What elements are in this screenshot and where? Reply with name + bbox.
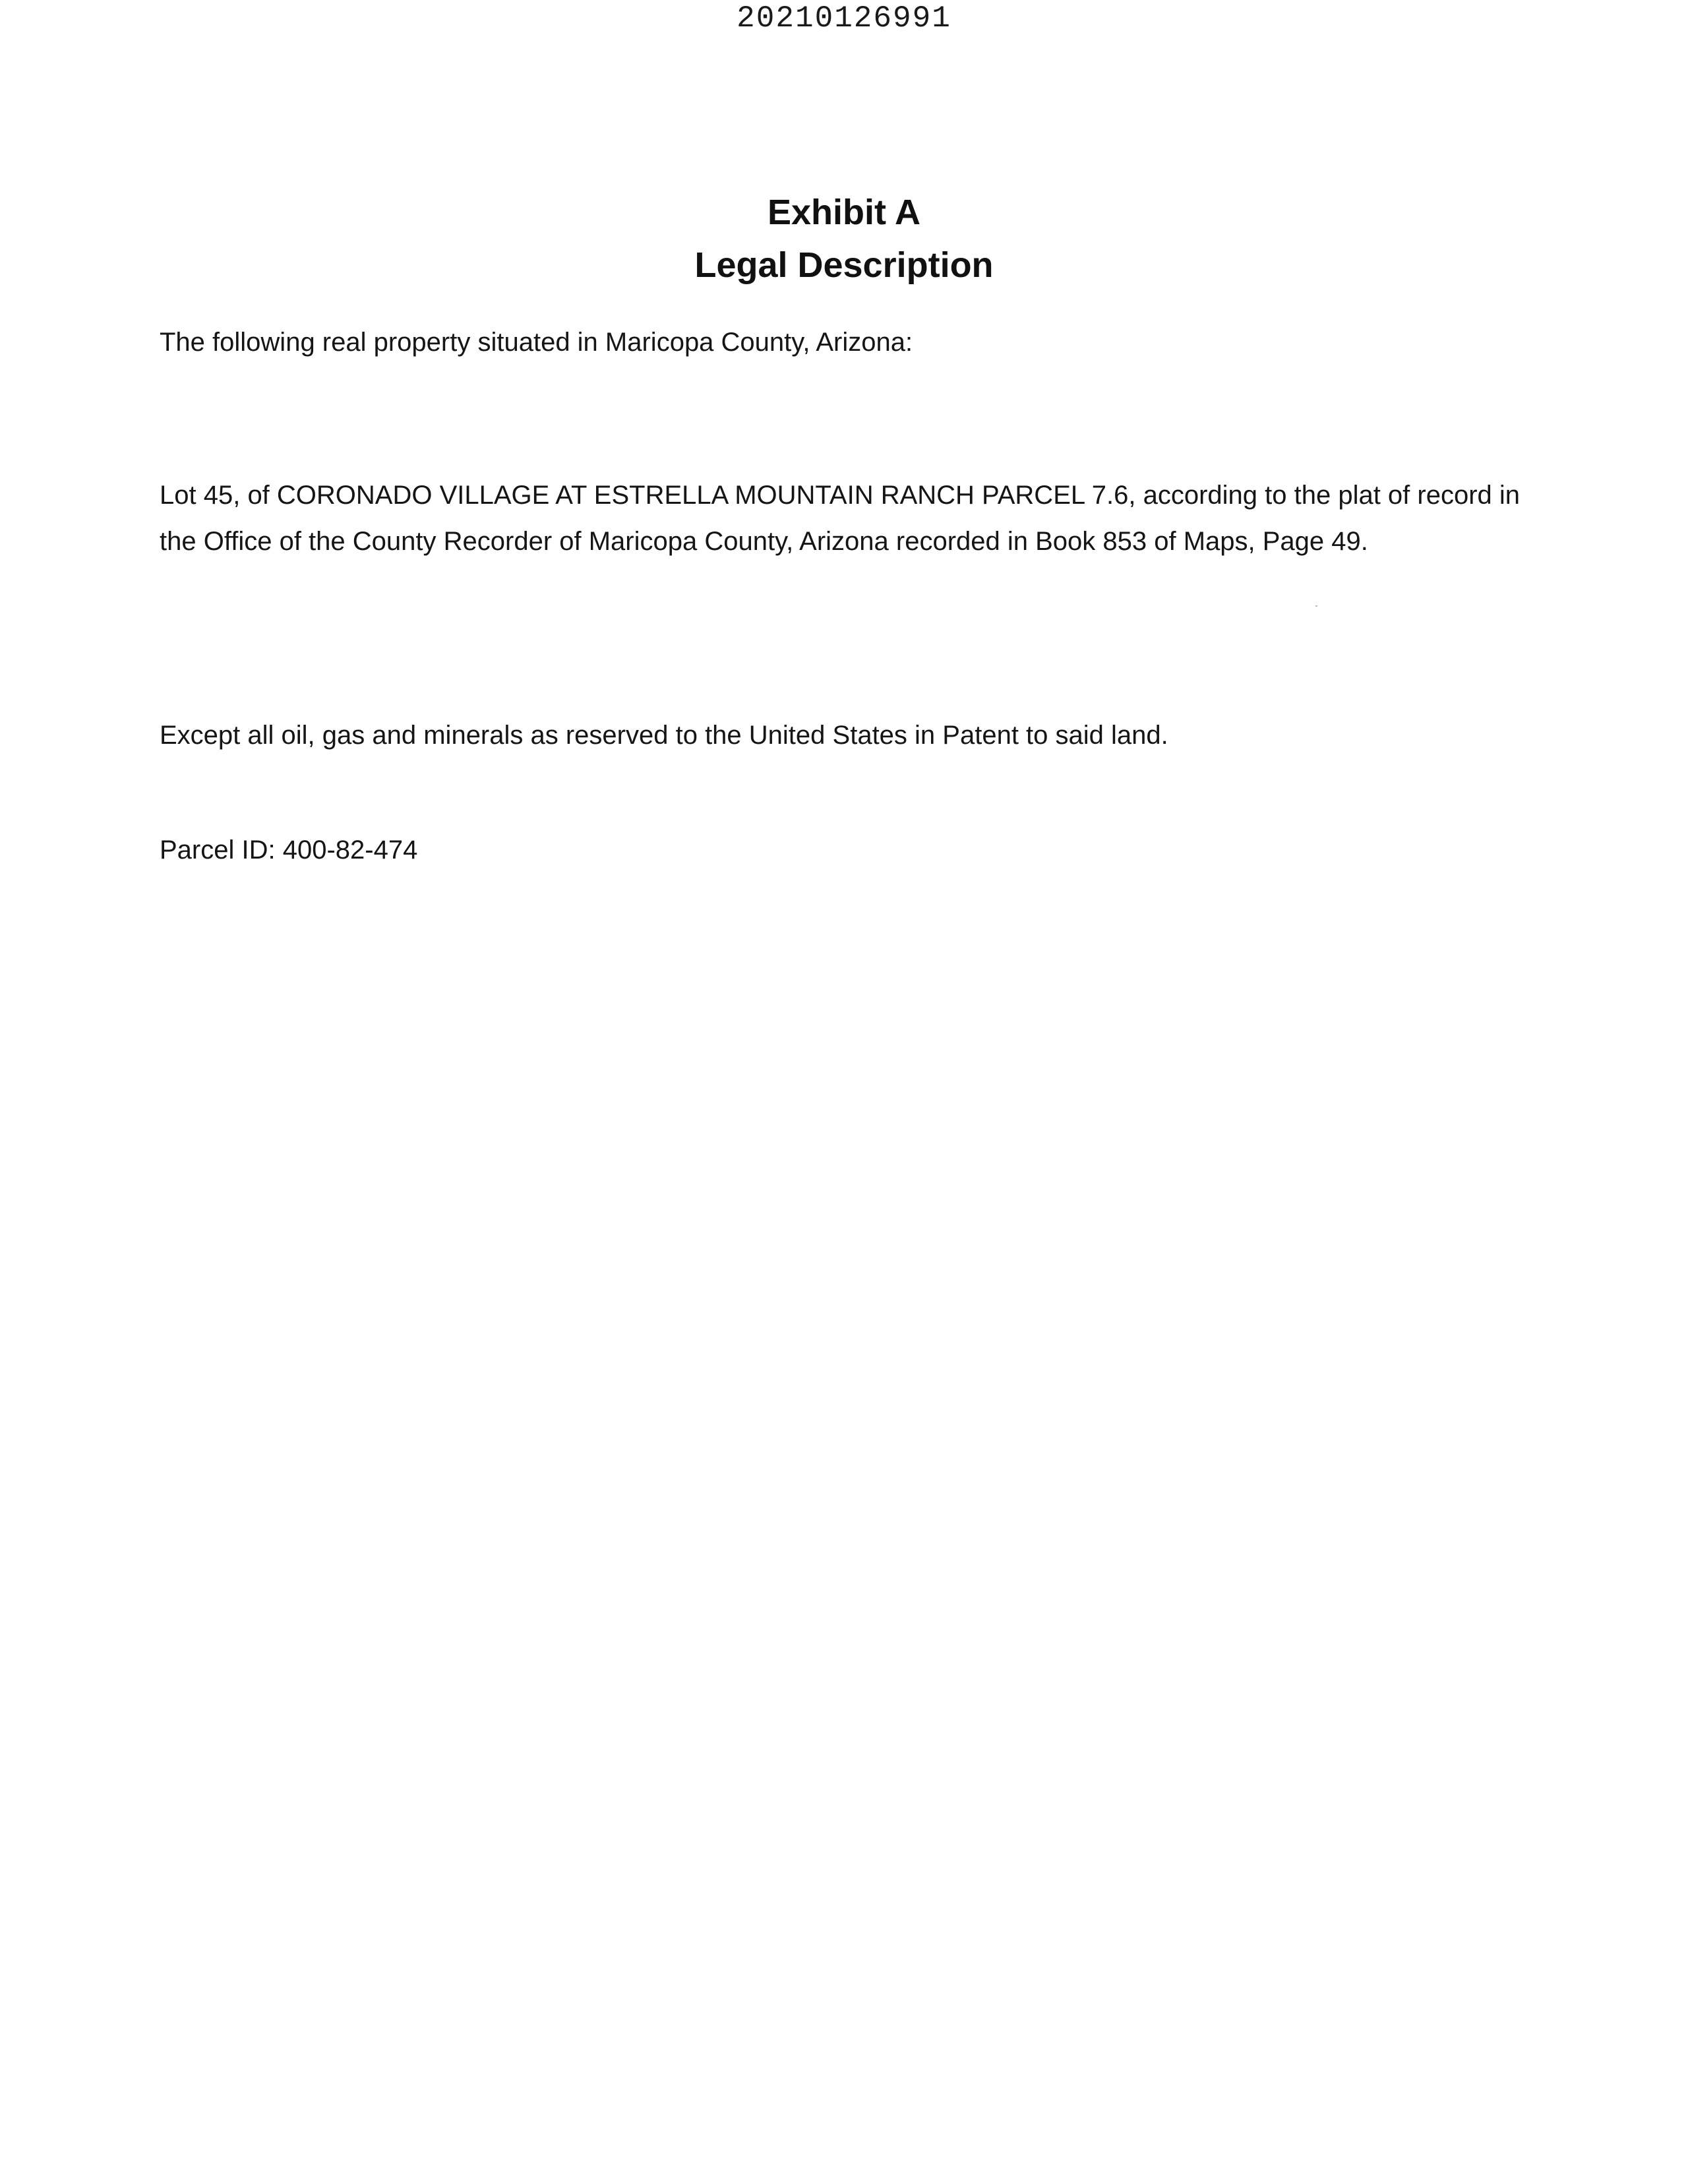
- legal-description-title: Legal Description: [694, 245, 994, 285]
- scan-speck: [1315, 605, 1317, 607]
- lot-description-paragraph: Lot 45, of CORONADO VILLAGE AT ESTRELLA MOUNTAIN RANCH PARCEL 7.6, according to the plat of record in the Office of the County Recorder of Maricopa County, Arizona recorded in Book 853 of Maps, Page 49.: [160, 481, 1521, 556]
- exhibit-title: Exhibit A: [767, 193, 920, 232]
- page-title: [0, 186, 1688, 291]
- recording-number: 20210126991: [737, 1, 951, 36]
- intro-paragraph: The following real property situated in Maricopa County, Arizona:: [160, 328, 913, 357]
- parcel-id: Parcel ID: 400-82-474: [160, 835, 418, 864]
- mineral-exception-paragraph: Except all oil, gas and minerals as reserved to the United States in Patent to said land.: [160, 721, 1168, 750]
